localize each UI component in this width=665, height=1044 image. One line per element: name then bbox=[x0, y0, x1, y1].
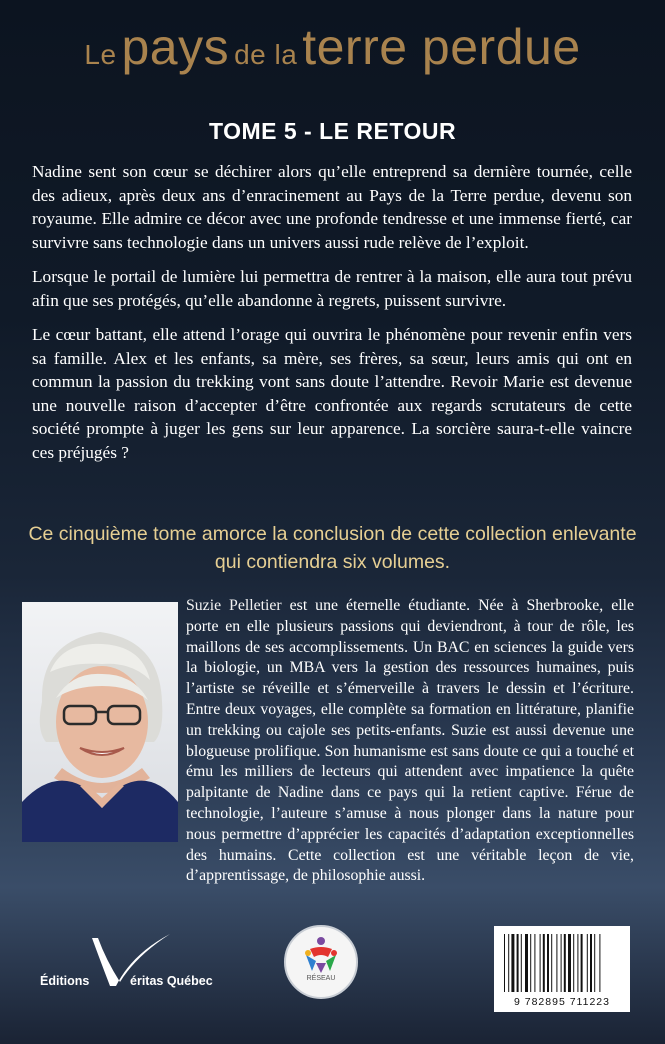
summary-paragraph: Le cœur battant, elle attend l’orage qui ouvrira le phénomène pour revenir enfin vers sa famille. Alex et les enfants, sa mère, ses frères, sa sœur, leurs amis qui ont en commun la passion du trekking vont sans doute l’attendre. Revoir Marie est devenue une nouvelle raison d’accepter d’être confrontée aux regards scrutateurs de cette société prompte à juger les gens sur leur apparence. La sorcière saura-t-elle vaincre ces préjugés ? bbox=[32, 325, 632, 462]
author-photo bbox=[22, 602, 178, 842]
series-title-word: de la bbox=[234, 39, 298, 70]
back-cover-summary bbox=[32, 160, 632, 475]
reseau-figures-icon bbox=[286, 927, 356, 997]
series-title-word: Le bbox=[84, 39, 117, 70]
author-bio bbox=[186, 596, 634, 887]
publisher-logo bbox=[40, 930, 240, 1000]
highlight-line: Ce cinquième tome amorce la conclusion de cette collection enlevante bbox=[28, 523, 637, 545]
series-title-word: terre perdue bbox=[302, 19, 581, 75]
isbn-number: 9 782895 711223 bbox=[514, 996, 610, 1008]
author-name: Suzie Pelletier bbox=[186, 597, 282, 614]
highlight-line: qui contiendra six volumes. bbox=[214, 551, 451, 573]
publisher-name-left: Éditions bbox=[40, 974, 90, 988]
series-title-word: pays bbox=[121, 19, 230, 75]
publisher-name-right: éritas Québec bbox=[130, 974, 213, 988]
summary-paragraph: Nadine sent son cœur se déchirer alors qu’elle entreprend sa dernière tournée, celle des adieux, après deux ans d’enracinement au Pays de la Terre perdue, devenu son royaume. Elle admire ce décor avec une profonde tendresse et une immense fierté, car survivre sans technologie dans un univers aussi rude relève de l’exploit. bbox=[32, 162, 632, 252]
author-bio-text: est une éternelle étudiante. Née à Sherbrooke, elle porte en elle plusieurs passions qui deviendront, à tour de rôle, les maillons de ses accomplissements. Un BAC en sciences la guide vers la biologie, un MBA vers la gestion des ressources humaines, puis l’artiste se réveille et s’émerveille à travers le dessin et l’écriture. Entre deux voyages, elle complète sa formation en littérature, planifie un trekking ou cajole ses petits-enfants. Suzie est aussi devenue une blogueuse prolifique. Son humanisme est sans doute ce qui a touché et ému les milliers de lecteurs qui attendent avec impatience la quête palpitante de Nadine dans ce pays qui la retient captive. Férue de technologie, l’auteure s’amuse à nous plonger dans la nature pour nous permettre d’apprécier les capacités d’adaptation exceptionnelles des humains. Cette collection est une véritable leçon de vie, d’apprentissage, de philosophie aussi. bbox=[186, 597, 634, 885]
author-portrait-image bbox=[22, 602, 178, 842]
barcode-bars-icon bbox=[494, 926, 630, 996]
collection-highlight bbox=[20, 520, 645, 576]
series-title bbox=[0, 18, 665, 76]
reseau-label: RÉSEAU bbox=[306, 975, 336, 982]
tome-title: TOME 5 - LE RETOUR bbox=[208, 118, 457, 144]
reseau-logo bbox=[284, 925, 358, 999]
isbn-barcode bbox=[494, 926, 630, 1012]
summary-paragraph: Lorsque le portail de lumière lui permettra de rentrer à la maison, elle aura tout prévu afin que ses protégés, qu’elle abandonne à regrets, puissent survivre. bbox=[32, 267, 632, 310]
